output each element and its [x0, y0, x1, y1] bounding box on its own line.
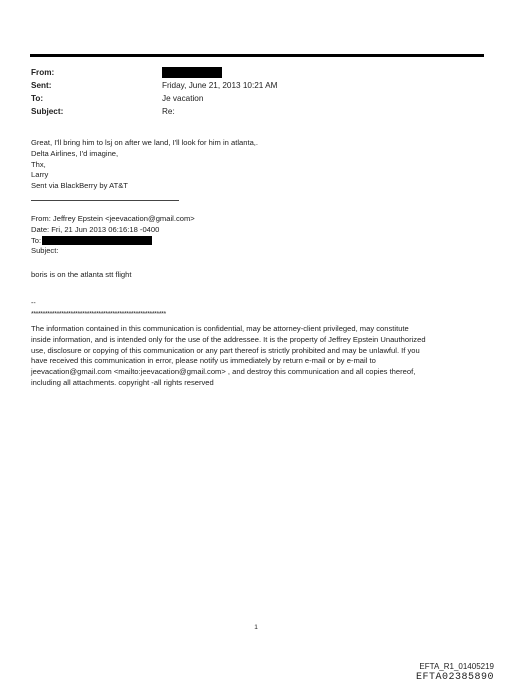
sent-value: Friday, June 21, 2013 10:21 AM [162, 81, 278, 90]
quoted-to: To: [31, 236, 195, 247]
disclaimer-line: inside information, and is intended only for the use of the addressee. It is the property of Jeffrey Epstein Unauthorized [31, 334, 426, 344]
quoted-header [31, 214, 195, 257]
disclaimer-line: jeevacation@gmail.com <mailto:jeevacation@gmail.com> , and destroy this communication and all copies thereof, [31, 367, 416, 377]
reply-line: Thx, [31, 159, 46, 169]
reply-line: Sent via BlackBerry by AT&T [31, 181, 128, 191]
quoted-from: From: Jeffrey Epstein <jeevacation@gmail.com> [31, 214, 195, 223]
signature-dashes: -- [31, 300, 36, 307]
subject-label: Subject: [31, 107, 64, 116]
disclaimer-line: The information contained in this communication is confidential, may be attorney-client privileged, may constitute [31, 324, 409, 333]
subject-value: Re: [162, 107, 175, 116]
disclaimer-line: use, disclosure or copying of this communication or any part thereof is strictly prohibited and may be unlawful. If you [31, 345, 420, 355]
to-label: To: [31, 94, 44, 103]
quoted-date: Date: Fri, 21 Jun 2013 06:16:18 -0400 [31, 224, 160, 234]
reply-line: Great, I'll bring him to lsj on after we land, I'll look for him in atlanta,. [31, 138, 259, 147]
redaction-box [42, 236, 152, 245]
disclaimer-line: including all attachments. copyright -all rights reserved [31, 377, 214, 387]
confidentiality-disclaimer [31, 324, 489, 389]
page-number: 1 [254, 624, 258, 631]
quoted-message: boris is on the atlanta stt flight [31, 270, 132, 279]
from-label: From: [31, 68, 55, 77]
redaction-box [162, 67, 222, 78]
to-value: Je vacation [162, 94, 204, 103]
reply-line: Larry [31, 170, 49, 180]
bates-number-2: EFTA02385890 [415, 672, 494, 683]
reply-body [31, 138, 258, 192]
reply-line: Delta Airlines, I'd imagine, [31, 148, 119, 158]
sent-label: Sent: [31, 81, 52, 90]
header-rule [30, 54, 484, 57]
disclaimer-line: have received this communication in error, please notify us immediately by return e-mail or by e-mail to [31, 356, 376, 366]
bates-number-1: EFTA_R1_01405219 [419, 662, 494, 671]
signature-stars: ********************************************************** [31, 311, 166, 318]
quoted-subject: Subject: [31, 246, 59, 256]
quote-separator [31, 200, 179, 201]
